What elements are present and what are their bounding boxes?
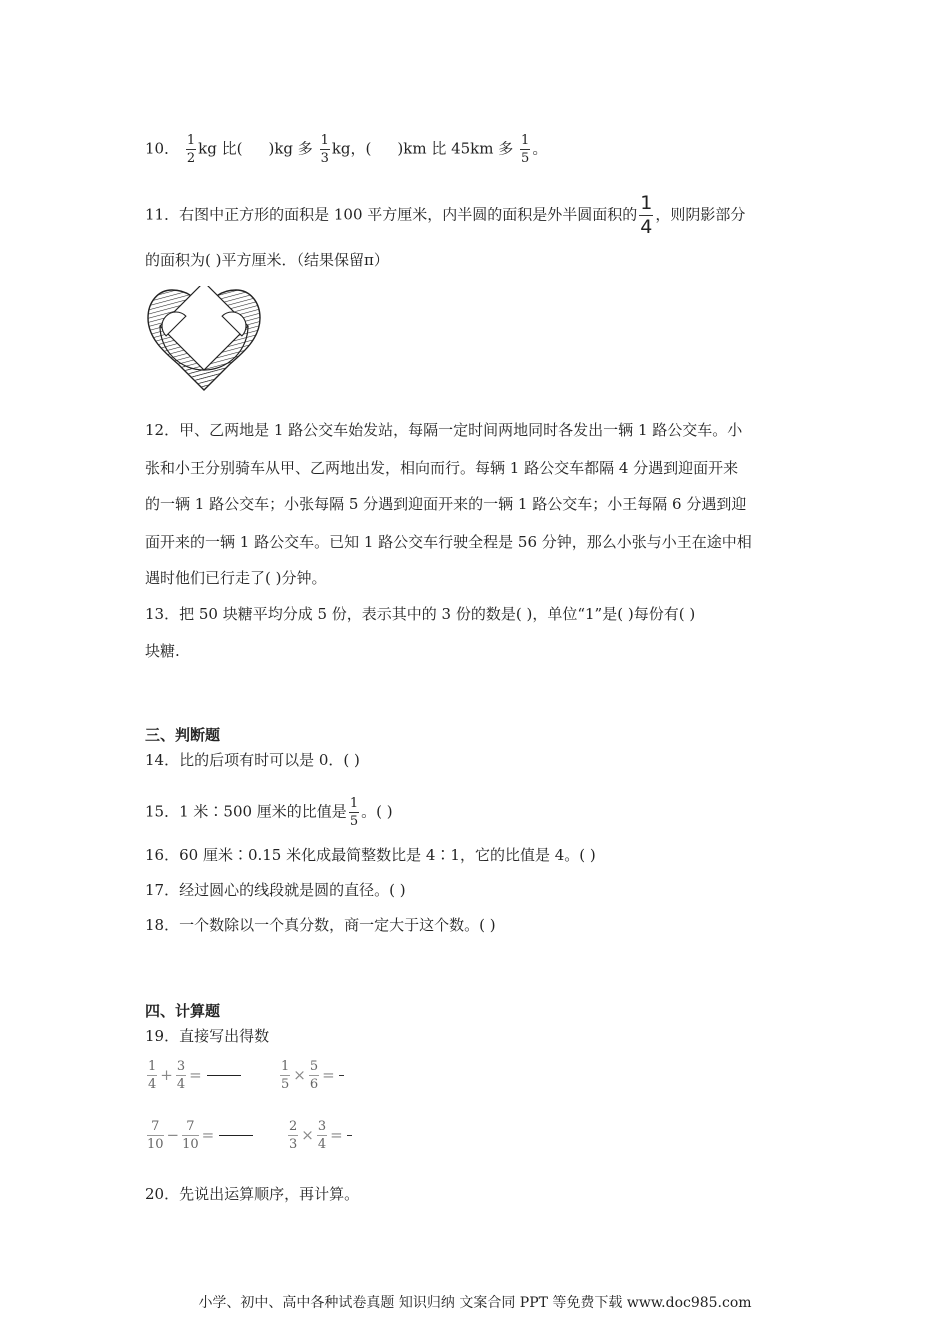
fraction-quarter: $\frac{1}{4}$ <box>640 192 653 238</box>
question-17: 17．经过圆心的线段就是圆的直径。( ) <box>145 881 406 899</box>
fraction-fifth: $\frac{1}{5}$ <box>521 133 530 166</box>
fraction-fifth: $\frac{1}{5}$ <box>349 796 359 829</box>
heart-figure <box>144 286 264 392</box>
question-11-line-1: 11．右图中正方形的面积是 100 平方厘米，内半圆的面积是外半圆面积的 $\frac{1}{4}$ ，则阴影部分 <box>145 192 746 238</box>
section-4-title: 四、计算题 <box>145 1002 221 1020</box>
expression-4: $\frac{2}{3}$ × $\frac{3}{4}$ = <box>286 1120 352 1151</box>
footer-text: 小学、初中、高中各种试卷真题 知识归纳 文案合同 PPT 等免费下载 www.doc985.com <box>198 1295 752 1311</box>
answer-dash <box>347 1135 352 1136</box>
question-16: 16．60 厘米∶0.15 米化成最简整数比是 4∶1，它的比值是 4。( ) <box>145 846 596 864</box>
question-12-line-1: 12．甲、乙两地是 1 路公交车始发站，每隔一定时间两地同时各发出一辆 1 路公交车。小 <box>145 421 743 439</box>
question-14: 14．比的后项有时可以是 0．( ) <box>145 751 360 769</box>
fraction-third: $\frac{1}{3}$ <box>320 133 329 166</box>
question-13-line-2: 块糖. <box>145 642 180 660</box>
question-12-line-3: 的一辆 1 路公交车；小张每隔 5 分遇到迎面开来的一辆 1 路公交车；小王每隔 6 分遇到迎 <box>145 495 747 513</box>
answer-blank <box>207 1075 241 1076</box>
expression-2: $\frac{1}{5}$ × $\frac{5}{6}$ = <box>278 1060 344 1091</box>
question-10: 10． $\frac{1}{2}$ kg 比( )kg 多 $\frac{1}{3}$ kg，( )km 比 45km 多 $\frac{1}{5}$ 。 <box>145 133 548 166</box>
fraction-half: $\frac{1}{2}$ <box>186 133 196 166</box>
question-12-line-4: 面开来的一辆 1 路公交车。已知 1 路公交车行驶全程是 56 分钟，那么小张与小王在途中相 <box>145 533 752 551</box>
answer-blank <box>219 1135 253 1136</box>
section-3-title: 三、判断题 <box>145 726 221 744</box>
question-19-title: 19．直接写出得数 <box>145 1027 270 1045</box>
question-15: 15．1 米∶500 厘米的比值是 $\frac{1}{5}$ 。( ) <box>145 796 393 829</box>
expression-1: $\frac{1}{4}$ + $\frac{3}{4}$ = <box>145 1060 241 1091</box>
question-18: 18．一个数除以一个真分数，商一定大于这个数。( ) <box>145 916 496 934</box>
answer-dash <box>339 1075 344 1076</box>
question-12-line-5: 遇时他们已行走了( )分钟。 <box>145 569 327 587</box>
expression-3: $\frac{7}{10}$ − $\frac{7}{10}$ = <box>145 1120 253 1151</box>
question-20: 20．先说出运算顺序，再计算。 <box>145 1185 360 1203</box>
question-12-line-2: 张和小王分别骑车从甲、乙两地出发，相向而行。每辆 1 路公交车都隔 4 分遇到迎面开来 <box>145 459 739 477</box>
question-13-line-1: 13．把 50 块糖平均分成 5 份，表示其中的 3 份的数是( )，单位“1”是( )每份有( ) <box>145 605 696 623</box>
question-11-line-2: 的面积为( )平方厘米．（结果保留π） <box>145 251 389 269</box>
